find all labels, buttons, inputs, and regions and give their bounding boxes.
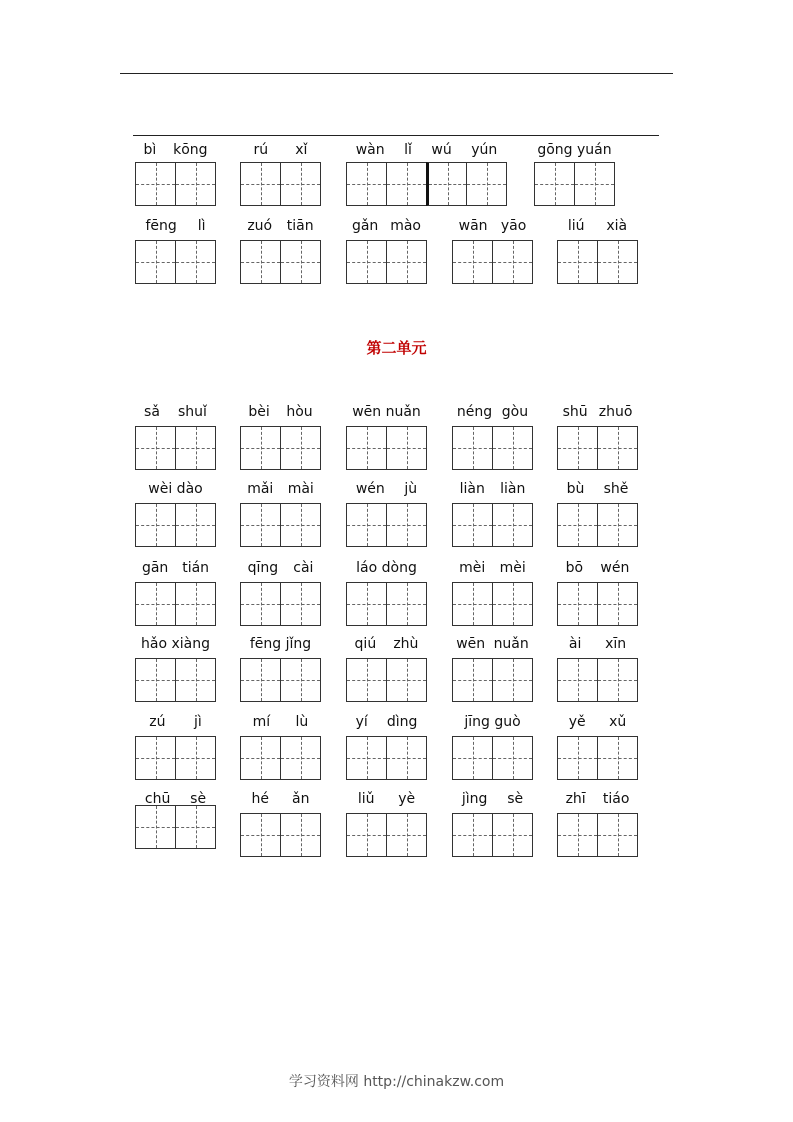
pinyin-line xyxy=(135,218,216,234)
writing-cell[interactable] xyxy=(386,582,427,626)
pinyin-syllable: qīng xyxy=(247,560,279,576)
pinyin-line xyxy=(135,560,216,576)
pinyin-line xyxy=(346,142,507,158)
word-group xyxy=(557,714,638,780)
pinyin-syllable: mài xyxy=(287,481,314,497)
writing-cell[interactable] xyxy=(135,736,176,780)
pinyin-line xyxy=(240,218,321,234)
writing-cell[interactable] xyxy=(452,426,493,470)
pinyin-line xyxy=(452,481,533,497)
pinyin-syllable: xià xyxy=(606,218,628,234)
writing-cell[interactable] xyxy=(597,582,638,626)
pinyin-syllable: liú xyxy=(567,218,585,234)
pinyin-syllable: mèi xyxy=(499,560,526,576)
pinyin-line xyxy=(452,404,533,420)
pinyin-line xyxy=(452,218,533,234)
pinyin-syllable: shě xyxy=(603,481,629,497)
word-group xyxy=(346,636,427,702)
pinyin-syllable: wēn nuǎn xyxy=(352,404,421,420)
pinyin-syllable: sè xyxy=(190,791,207,807)
word-group xyxy=(452,404,533,470)
tianzige-grid xyxy=(452,813,533,857)
writing-cell[interactable] xyxy=(175,426,216,470)
tianzige-grid xyxy=(346,658,427,702)
word-group xyxy=(557,636,638,702)
pinyin-syllable: tiáo xyxy=(602,791,630,807)
section-title: 第二单元 xyxy=(366,339,427,357)
writing-cell[interactable] xyxy=(135,582,176,626)
pinyin-syllable: wèi dào xyxy=(148,481,203,497)
tianzige-grid xyxy=(452,582,533,626)
pinyin-syllable: ǎn xyxy=(292,791,310,807)
tianzige-grid xyxy=(557,658,638,702)
word-group xyxy=(240,560,321,626)
writing-cell[interactable] xyxy=(557,736,598,780)
pinyin-syllable: liàn xyxy=(500,481,526,497)
tianzige-grid xyxy=(452,426,533,470)
word-group xyxy=(135,636,216,702)
pinyin-line xyxy=(452,560,533,576)
pinyin-syllable: tián xyxy=(182,560,210,576)
writing-cell[interactable] xyxy=(492,736,533,780)
pinyin-syllable: láo dòng xyxy=(356,560,417,576)
pinyin-line xyxy=(135,142,216,158)
writing-cell[interactable] xyxy=(240,162,281,206)
pinyin-line xyxy=(135,636,216,652)
writing-cell[interactable] xyxy=(492,813,533,857)
writing-cell[interactable] xyxy=(597,426,638,470)
word-group xyxy=(557,560,638,626)
tianzige-grid xyxy=(557,813,638,857)
writing-cell[interactable] xyxy=(280,813,321,857)
writing-cell[interactable] xyxy=(386,162,427,206)
pinyin-syllable: xǔ xyxy=(609,714,627,730)
word-group xyxy=(452,218,533,284)
pinyin-line xyxy=(346,714,427,730)
word-group xyxy=(557,218,638,284)
tianzige-grid xyxy=(346,503,427,547)
pinyin-line xyxy=(135,481,216,497)
writing-cell[interactable] xyxy=(492,503,533,547)
word-group xyxy=(557,404,638,470)
writing-cell[interactable] xyxy=(280,658,321,702)
writing-cell[interactable] xyxy=(346,240,387,284)
pinyin-syllable: nuǎn xyxy=(493,636,529,652)
writing-cell[interactable] xyxy=(135,658,176,702)
writing-cell[interactable] xyxy=(574,162,615,206)
pinyin-syllable: hòu xyxy=(286,404,313,420)
writing-cell[interactable] xyxy=(280,162,321,206)
pinyin-syllable: zú xyxy=(149,714,166,730)
pinyin-line xyxy=(557,404,638,420)
pinyin-syllable: mí xyxy=(252,714,271,730)
writing-cell[interactable] xyxy=(135,162,176,206)
pinyin-syllable: wén xyxy=(600,560,630,576)
tianzige-grid xyxy=(240,503,321,547)
writing-cell[interactable] xyxy=(426,162,467,206)
writing-cell[interactable] xyxy=(452,813,493,857)
word-group xyxy=(557,481,638,547)
pinyin-syllable: zhuō xyxy=(598,404,633,420)
writing-cell[interactable] xyxy=(386,503,427,547)
writing-cell[interactable] xyxy=(492,426,533,470)
pinyin-line xyxy=(557,714,638,730)
writing-cell[interactable] xyxy=(240,658,281,702)
writing-cell[interactable] xyxy=(240,582,281,626)
writing-cell[interactable] xyxy=(240,240,281,284)
writing-cell[interactable] xyxy=(175,240,216,284)
writing-cell[interactable] xyxy=(240,503,281,547)
writing-cell[interactable] xyxy=(280,240,321,284)
writing-cell[interactable] xyxy=(492,240,533,284)
footer-watermark: 学习资料网 http://chinakzw.com xyxy=(288,1074,505,1090)
pinyin-line xyxy=(346,481,427,497)
tianzige-grid xyxy=(240,240,321,284)
pinyin-syllable: wén xyxy=(355,481,385,497)
tianzige-grid xyxy=(346,813,427,857)
pinyin-syllable: shuǐ xyxy=(178,404,207,420)
pinyin-syllable: rú xyxy=(253,142,269,158)
pinyin-syllable: wú xyxy=(431,142,452,158)
writing-cell[interactable] xyxy=(346,582,387,626)
pinyin-syllable: lù xyxy=(295,714,309,730)
pinyin-syllable: bèi xyxy=(248,404,270,420)
pinyin-line xyxy=(346,560,427,576)
pinyin-syllable: chū xyxy=(144,791,171,807)
pinyin-syllable: ài xyxy=(568,636,582,652)
tianzige-grid xyxy=(346,736,427,780)
pinyin-syllable: jìng xyxy=(461,791,488,807)
pinyin-syllable: wān xyxy=(458,218,488,234)
word-group xyxy=(346,404,427,470)
word-group xyxy=(135,218,216,284)
tianzige-grid xyxy=(135,426,216,470)
pinyin-syllable: gǎn xyxy=(351,218,379,234)
pinyin-syllable: yí xyxy=(355,714,368,730)
writing-cell[interactable] xyxy=(135,503,176,547)
tianzige-grid xyxy=(135,240,216,284)
word-group xyxy=(240,714,321,780)
pinyin-syllable: bù xyxy=(566,481,585,497)
word-group xyxy=(135,481,216,547)
writing-cell[interactable] xyxy=(346,503,387,547)
writing-cell[interactable] xyxy=(452,658,493,702)
pinyin-line xyxy=(135,404,216,420)
pinyin-syllable: wēn xyxy=(456,636,486,652)
word-group xyxy=(135,404,216,470)
word-group xyxy=(346,481,427,547)
writing-cell[interactable] xyxy=(386,240,427,284)
pinyin-syllable: bì xyxy=(143,142,157,158)
pinyin-line xyxy=(240,560,321,576)
word-group xyxy=(240,791,321,857)
pinyin-syllable: gōng yuán xyxy=(537,142,612,158)
writing-cell[interactable] xyxy=(240,736,281,780)
writing-cell[interactable] xyxy=(386,813,427,857)
pinyin-syllable: mào xyxy=(390,218,422,234)
pinyin-line xyxy=(346,791,427,807)
pinyin-syllable: cài xyxy=(293,560,314,576)
writing-cell[interactable] xyxy=(346,658,387,702)
writing-cell[interactable] xyxy=(175,503,216,547)
tianzige-grid xyxy=(240,426,321,470)
pinyin-syllable: gòu xyxy=(501,404,529,420)
tianzige-grid xyxy=(557,426,638,470)
tianzige-grid xyxy=(240,658,321,702)
word-group xyxy=(452,560,533,626)
pinyin-syllable: dìng xyxy=(386,714,418,730)
writing-cell[interactable] xyxy=(175,736,216,780)
pinyin-syllable: mèi xyxy=(459,560,486,576)
pinyin-line xyxy=(240,714,321,730)
writing-cell[interactable] xyxy=(597,240,638,284)
writing-cell[interactable] xyxy=(597,736,638,780)
word-group xyxy=(240,636,321,702)
writing-cell[interactable] xyxy=(597,813,638,857)
pinyin-syllable: yún xyxy=(471,142,498,158)
word-group xyxy=(135,714,216,780)
writing-cell[interactable] xyxy=(557,240,598,284)
writing-cell[interactable] xyxy=(386,426,427,470)
word-group xyxy=(135,791,216,849)
pinyin-syllable: bō xyxy=(565,560,584,576)
writing-cell[interactable] xyxy=(280,426,321,470)
pinyin-line xyxy=(346,636,427,652)
word-group xyxy=(557,791,638,857)
tianzige-grid xyxy=(135,582,216,626)
tianzige-grid xyxy=(135,162,216,206)
pinyin-line xyxy=(557,636,638,652)
writing-cell[interactable] xyxy=(597,658,638,702)
top-rule xyxy=(120,73,673,74)
pinyin-syllable: mǎi xyxy=(247,481,274,497)
tianzige-grid xyxy=(240,736,321,780)
pinyin-line xyxy=(557,560,638,576)
writing-cell[interactable] xyxy=(557,426,598,470)
tianzige-grid xyxy=(346,582,427,626)
pinyin-syllable: lǐ xyxy=(404,142,412,158)
tianzige-grid xyxy=(135,736,216,780)
unit1-top-rule xyxy=(133,135,659,136)
pinyin-syllable: gān xyxy=(141,560,169,576)
pinyin-syllable: wàn xyxy=(355,142,385,158)
writing-cell[interactable] xyxy=(135,426,176,470)
tianzige-grid xyxy=(240,813,321,857)
pinyin-syllable: sǎ xyxy=(144,404,160,420)
tianzige-grid xyxy=(346,240,427,284)
tianzige-grid xyxy=(557,736,638,780)
word-group xyxy=(240,404,321,470)
word-group xyxy=(240,142,321,206)
writing-cell[interactable] xyxy=(452,503,493,547)
pinyin-line xyxy=(135,714,216,730)
pinyin-line xyxy=(240,404,321,420)
word-group xyxy=(346,142,507,206)
writing-cell[interactable] xyxy=(240,426,281,470)
pinyin-syllable: fēng xyxy=(145,218,177,234)
tianzige-grid xyxy=(452,240,533,284)
tianzige-grid xyxy=(346,426,427,470)
pinyin-syllable: xǐ xyxy=(295,142,308,158)
pinyin-syllable: sè xyxy=(507,791,524,807)
pinyin-syllable: zhī xyxy=(565,791,586,807)
pinyin-syllable: xīn xyxy=(605,636,627,652)
writing-cell[interactable] xyxy=(466,162,507,206)
pinyin-syllable: kōng xyxy=(173,142,208,158)
pinyin-line xyxy=(534,142,615,158)
pinyin-line xyxy=(346,218,427,234)
writing-cell[interactable] xyxy=(175,162,216,206)
tianzige-grid xyxy=(135,658,216,702)
pinyin-line xyxy=(557,791,638,807)
tianzige-grid xyxy=(135,503,216,547)
pinyin-syllable: jù xyxy=(404,481,418,497)
tianzige-grid xyxy=(557,240,638,284)
writing-cell[interactable] xyxy=(557,503,598,547)
pinyin-syllable: yè xyxy=(398,791,416,807)
word-group xyxy=(452,481,533,547)
writing-cell[interactable] xyxy=(386,736,427,780)
word-group xyxy=(346,714,427,780)
tianzige-grid xyxy=(346,162,507,206)
pinyin-syllable: liǔ xyxy=(357,791,375,807)
tianzige-grid xyxy=(452,503,533,547)
word-group xyxy=(346,791,427,857)
pinyin-syllable: liàn xyxy=(459,481,485,497)
writing-cell[interactable] xyxy=(280,582,321,626)
word-group xyxy=(534,142,615,206)
word-group xyxy=(240,218,321,284)
word-group xyxy=(346,218,427,284)
pinyin-syllable: jīng guò xyxy=(464,714,521,730)
pinyin-syllable: jì xyxy=(193,714,202,730)
writing-cell[interactable] xyxy=(492,658,533,702)
writing-cell[interactable] xyxy=(280,503,321,547)
writing-cell[interactable] xyxy=(346,813,387,857)
writing-cell[interactable] xyxy=(597,503,638,547)
pinyin-syllable: zhù xyxy=(393,636,419,652)
pinyin-syllable: yě xyxy=(568,714,586,730)
writing-cell[interactable] xyxy=(452,736,493,780)
tianzige-grid xyxy=(452,658,533,702)
writing-cell[interactable] xyxy=(452,240,493,284)
pinyin-line xyxy=(452,714,533,730)
pinyin-line xyxy=(240,636,321,652)
writing-cell[interactable] xyxy=(135,805,176,849)
pinyin-syllable: qiú xyxy=(354,636,377,652)
pinyin-line xyxy=(240,791,321,807)
writing-cell[interactable] xyxy=(240,813,281,857)
writing-cell[interactable] xyxy=(346,426,387,470)
word-group xyxy=(452,714,533,780)
writing-cell[interactable] xyxy=(175,582,216,626)
word-group xyxy=(452,791,533,857)
pinyin-syllable: lì xyxy=(197,218,206,234)
tianzige-grid xyxy=(240,582,321,626)
word-group xyxy=(346,560,427,626)
word-group xyxy=(240,481,321,547)
writing-cell[interactable] xyxy=(346,162,387,206)
tianzige-grid xyxy=(557,582,638,626)
pinyin-line xyxy=(557,481,638,497)
writing-cell[interactable] xyxy=(386,658,427,702)
writing-cell[interactable] xyxy=(346,736,387,780)
writing-cell[interactable] xyxy=(534,162,575,206)
writing-cell[interactable] xyxy=(175,805,216,849)
pinyin-line xyxy=(557,218,638,234)
writing-cell[interactable] xyxy=(492,582,533,626)
pinyin-syllable: tiān xyxy=(286,218,314,234)
pinyin-line xyxy=(452,791,533,807)
pinyin-line xyxy=(346,404,427,420)
writing-cell[interactable] xyxy=(557,813,598,857)
tianzige-grid xyxy=(534,162,615,206)
pinyin-line xyxy=(452,636,533,652)
pinyin-syllable: fēng jǐng xyxy=(249,636,312,652)
word-group xyxy=(135,560,216,626)
word-group xyxy=(135,142,216,206)
writing-cell[interactable] xyxy=(452,582,493,626)
writing-cell[interactable] xyxy=(557,658,598,702)
writing-cell[interactable] xyxy=(175,658,216,702)
writing-cell[interactable] xyxy=(557,582,598,626)
tianzige-grid xyxy=(557,503,638,547)
pinyin-syllable: hé xyxy=(251,791,269,807)
word-group xyxy=(452,636,533,702)
tianzige-grid xyxy=(135,805,216,849)
writing-cell[interactable] xyxy=(280,736,321,780)
tianzige-grid xyxy=(240,162,321,206)
pinyin-syllable: hǎo xiàng xyxy=(141,636,210,652)
pinyin-line xyxy=(240,142,321,158)
pinyin-line xyxy=(240,481,321,497)
writing-cell[interactable] xyxy=(135,240,176,284)
pinyin-syllable: néng xyxy=(456,404,493,420)
pinyin-syllable: zuó xyxy=(247,218,273,234)
tianzige-grid xyxy=(452,736,533,780)
pinyin-syllable: shū xyxy=(562,404,588,420)
pinyin-syllable: yāo xyxy=(500,218,527,234)
